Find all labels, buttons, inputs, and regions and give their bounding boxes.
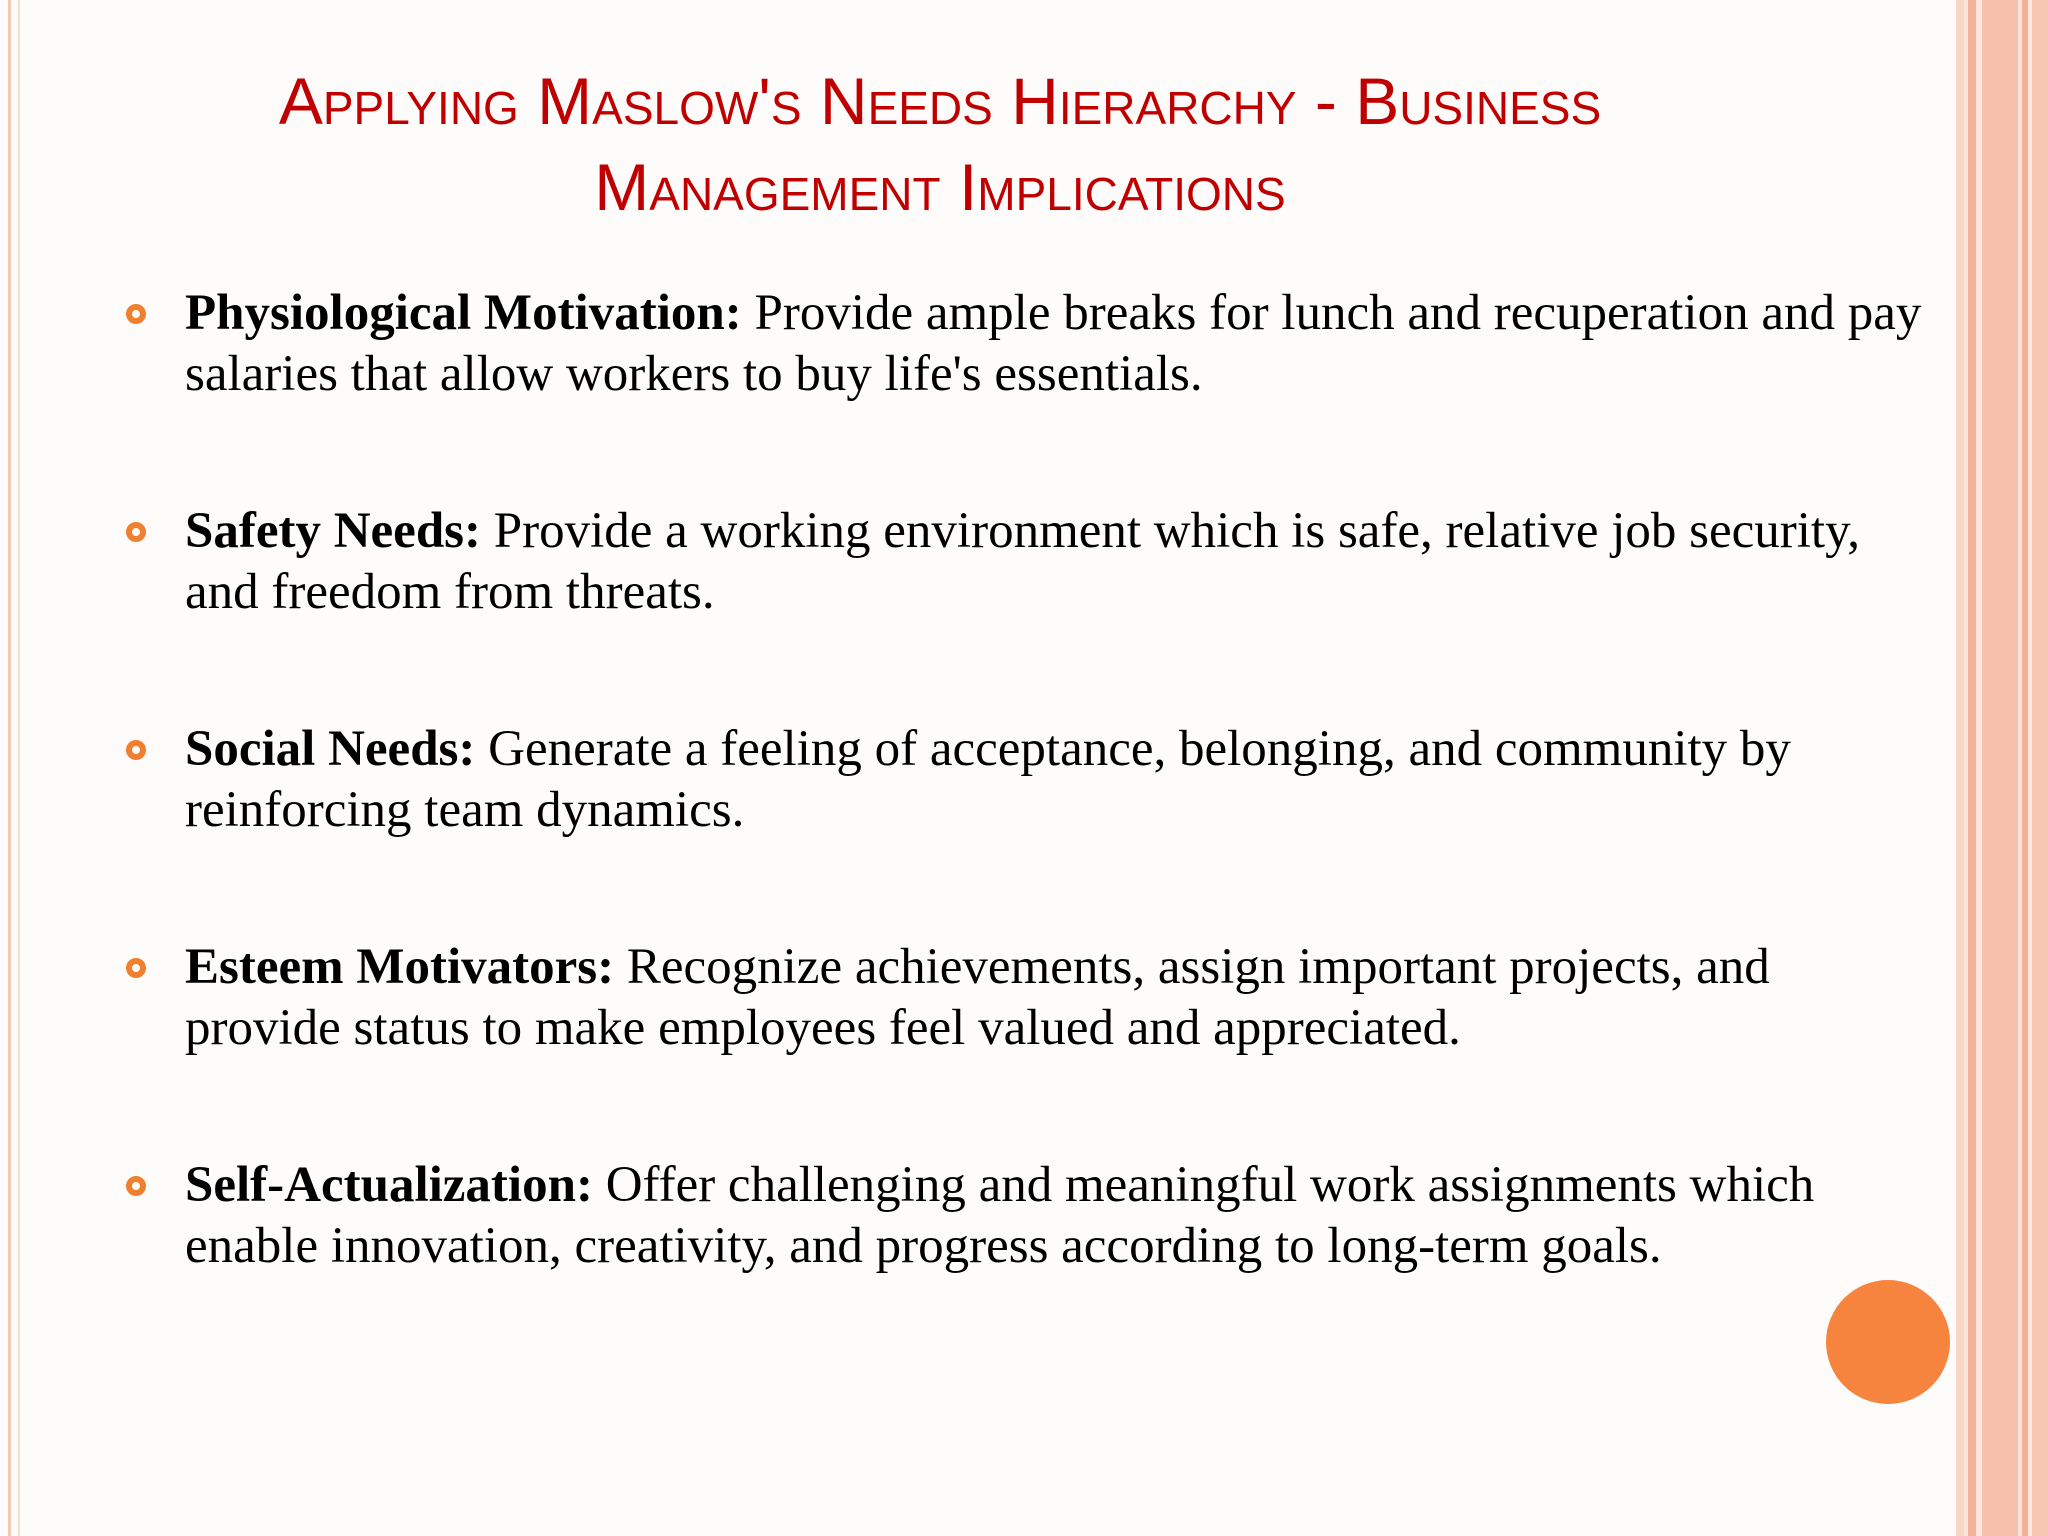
ring-bullet-icon	[126, 740, 146, 760]
bullet-text: Provide ample breaks for lunch and recuperation and pay salaries that allow workers to buy life's essentials.	[185, 285, 1922, 402]
bullet-term: Esteem Motivators:	[185, 939, 615, 995]
bullet-text: Recognize achievements, assign important projects, and provide status to make employees feel valued and appreciated.	[185, 939, 1770, 1056]
slide-title: Applying Maslow's Needs Hierarchy - Business Management Implications	[278, 64, 1602, 224]
bullet-safety	[185, 501, 1925, 623]
bullet-esteem	[185, 937, 1925, 1059]
bullet-term: Social Needs:	[185, 721, 476, 777]
ring-bullet-icon	[126, 304, 146, 324]
bullet-text: Offer challenging and meaningful work assignments which enable innovation, creativity, and progress according to long-term goals.	[185, 1157, 1815, 1274]
orange-circle-decoration	[1826, 1280, 1950, 1404]
bullet-term: Safety Needs:	[185, 503, 482, 559]
bullet-term: Self-Actualization:	[185, 1157, 593, 1213]
ring-bullet-icon	[126, 958, 146, 978]
bullet-term: Physiological Motivation:	[185, 285, 742, 341]
bullet-social	[185, 719, 1925, 841]
bullet-text: Provide a working environment which is safe, relative job security, and freedom from threats.	[185, 503, 1861, 620]
ring-bullet-icon	[126, 1176, 146, 1196]
bullet-self-actualization	[185, 1155, 1925, 1277]
bullet-physiological	[185, 283, 1925, 405]
bullet-text: Generate a feeling of acceptance, belonging, and community by reinforcing team dynamics.	[185, 721, 1791, 838]
ring-bullet-icon	[126, 522, 146, 542]
